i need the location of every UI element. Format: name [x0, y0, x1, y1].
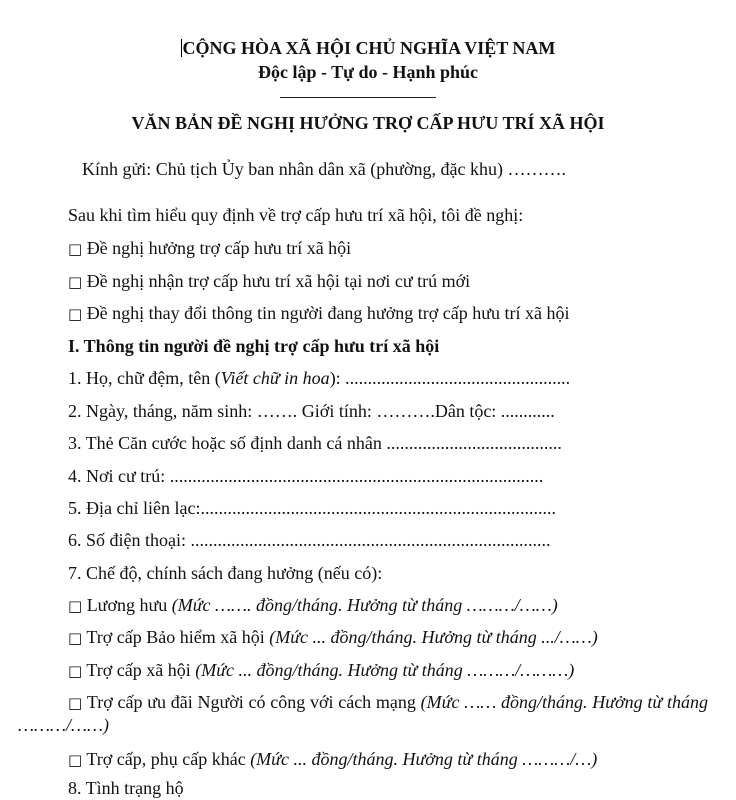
- field-phone: 6. Số điện thoại: ................................................................................: [68, 530, 551, 550]
- addressee-line: Kính gửi: Chủ tịch Ủy ban nhân dân xã (phường, đặc khu) ……….: [82, 159, 566, 179]
- intro-text: Sau khi tìm hiểu quy định về trợ cấp hưu trí xã hội, tôi đề nghị:: [68, 205, 524, 225]
- document-title: VĂN BẢN ĐỀ NGHỊ HƯỞNG TRỢ CẤP HƯU TRÍ XÃ HỘI: [131, 113, 605, 133]
- field-full-name: 1. Họ, chữ đệm, tên (Viết chữ in hoa): ..................................................: [68, 368, 571, 388]
- request-option: □ Đề nghị nhận trợ cấp hưu trí xã hội tại nơi cư trú mới: [68, 271, 471, 291]
- field-benefits-heading: 7. Chế độ, chính sách đang hưởng (nếu có):: [68, 563, 383, 583]
- section-heading: I. Thông tin người đề nghị trợ cấp hưu trí xã hội: [68, 336, 440, 356]
- country-header: CỘNG HÒA XÃ HỘI CHỦ NGHĨA VIỆT NAM: [182, 38, 556, 58]
- field-birth-gender-ethnicity: 2. Ngày, tháng, năm sinh: ……. Giới tính: ……….Dân tộc: ............: [68, 401, 555, 421]
- checkbox-icon[interactable]: □: [68, 305, 83, 323]
- checkbox-icon[interactable]: □: [68, 629, 83, 647]
- checkbox-icon[interactable]: □: [68, 597, 83, 615]
- text-cursor: [181, 39, 182, 57]
- benefit-option: □ Trợ cấp Bảo hiểm xã hội (Mức ... đồng/tháng. Hưởng từ tháng .../……): [68, 627, 598, 647]
- checkbox-icon[interactable]: □: [68, 662, 83, 680]
- header-divider: [280, 97, 436, 98]
- benefit-option: □ Trợ cấp xã hội (Mức ... đồng/tháng. Hưởng từ tháng ………/………): [68, 660, 575, 680]
- benefit-option: □ Lương hưu (Mức ……. đồng/tháng. Hưởng từ tháng ………/……): [68, 595, 558, 615]
- motto: Độc lập - Tự do - Hạnh phúc: [257, 62, 479, 82]
- benefit-option: □ Trợ cấp, phụ cấp khác (Mức ... đồng/tháng. Hưởng từ tháng ………/…): [68, 749, 598, 769]
- benefit-option: □ Trợ cấp ưu đãi Người có công với cách mạng (Mức …… đồng/tháng. Hưởng từ tháng ………/……): [18, 692, 708, 735]
- checkbox-icon[interactable]: □: [68, 694, 83, 712]
- checkbox-icon[interactable]: □: [68, 751, 83, 769]
- field-household-status: 8. Tình trạng hộ: [68, 778, 184, 798]
- checkbox-icon[interactable]: □: [68, 273, 83, 291]
- checkbox-icon[interactable]: □: [68, 240, 83, 258]
- field-id-card: 3. Thẻ Căn cước hoặc số định danh cá nhân .......................................: [68, 433, 562, 453]
- field-contact-address: 5. Địa chỉ liên lạc:...............................................................................: [68, 498, 556, 518]
- request-option: □ Đề nghị thay đổi thông tin người đang hưởng trợ cấp hưu trí xã hội: [68, 303, 570, 323]
- field-residence: 4. Nơi cư trú: ...................................................................................: [68, 466, 544, 486]
- request-option: □ Đề nghị hưởng trợ cấp hưu trí xã hội: [68, 238, 352, 258]
